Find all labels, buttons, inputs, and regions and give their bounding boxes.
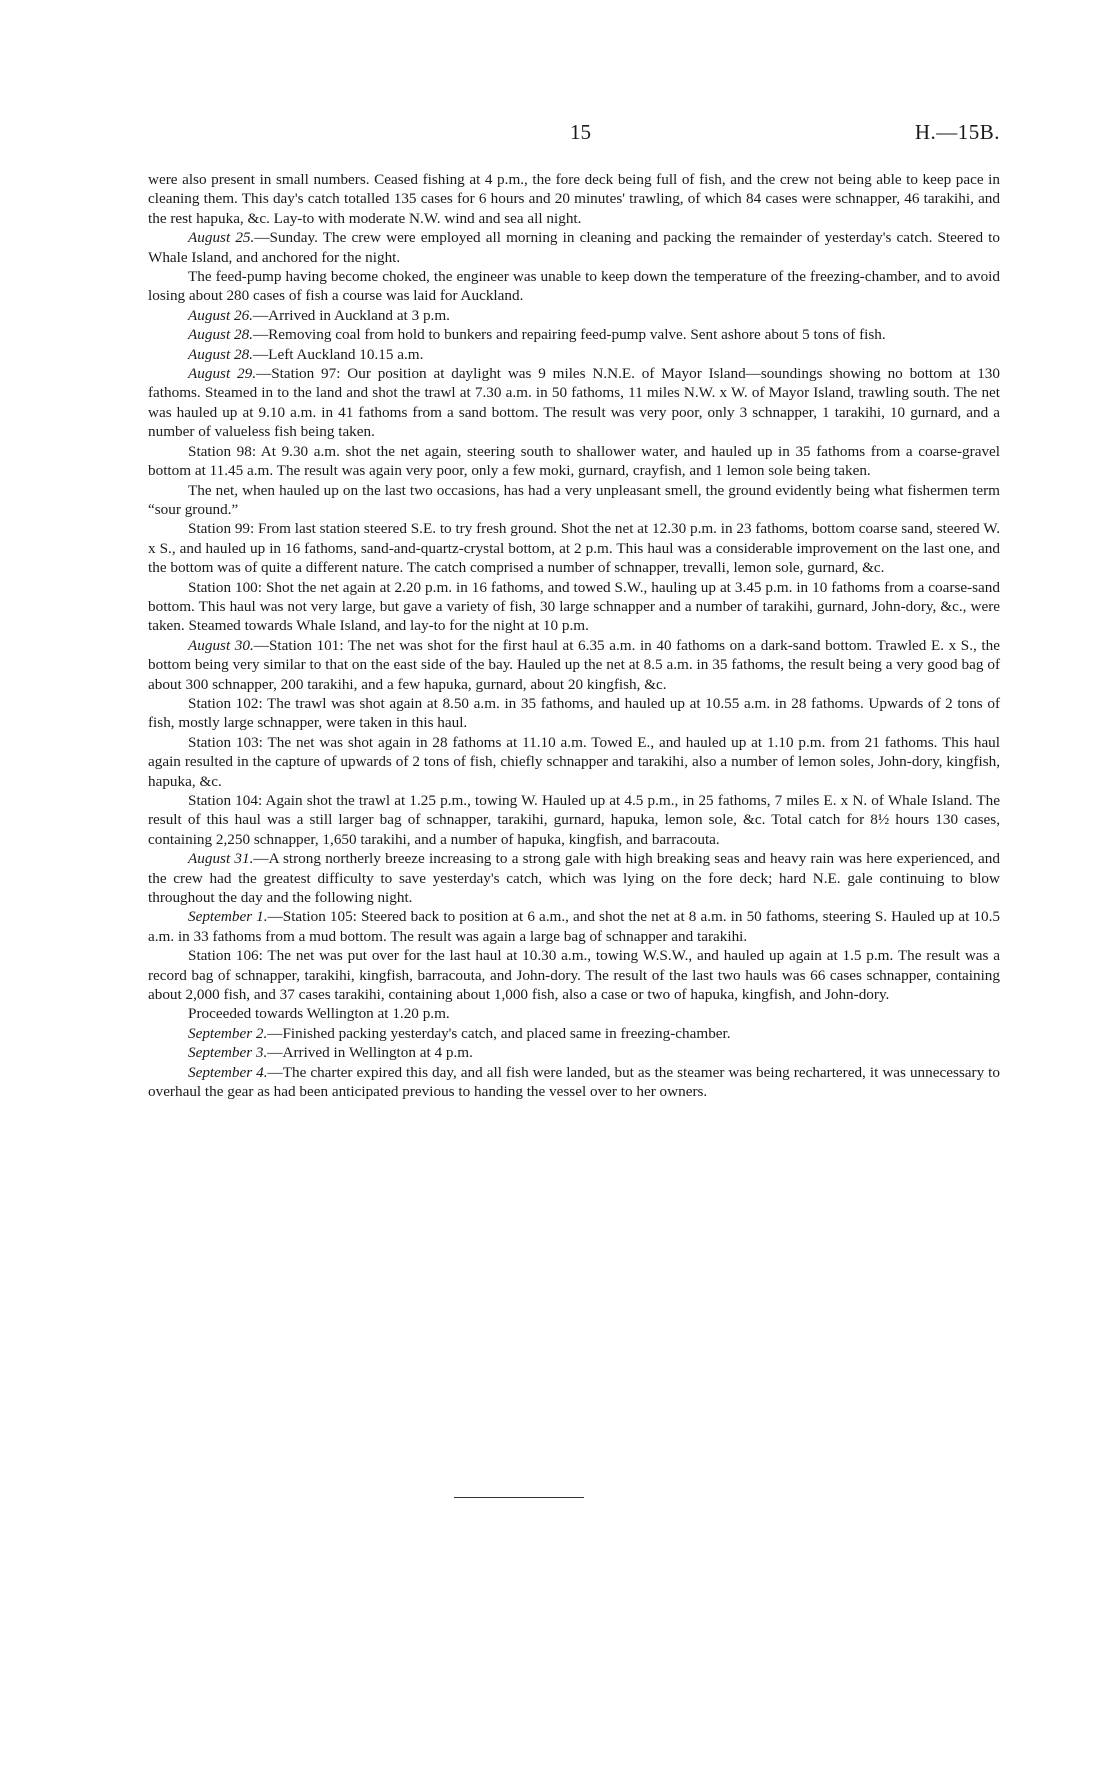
entry-date: August 28. [188, 345, 253, 363]
paragraph-text: —Arrived in Auckland at 3 p.m. [252, 306, 450, 324]
paragraph-text: Proceeded towards Wellington at 1.20 p.m. [188, 1005, 450, 1023]
paragraph-text: —Station 101: The net was shot for the first haul at 6.35 a.m. in 40 fathoms on a dark-sand bottom. Trawled E. x S., the bottom being very similar to that on the east side of the bay. Hauled up the net at 8.5 a.m. in 35 fathoms, the result being a very good bag of about 300 schnapper, 200 tarakihi, and a few hapuka, gurnard, about 20 kingfish, &c. [148, 636, 1000, 693]
paragraph [148, 1024, 1000, 1043]
entry-date: August 28. [188, 326, 253, 344]
paragraph [148, 325, 1000, 344]
paragraph [148, 442, 1000, 481]
paragraph-text: Station 100: Shot the net again at 2.20 p.m. in 16 fathoms, and towed S.W., hauling up at 3.45 p.m. in 10 fathoms from a coarse-sand bottom. This haul was not very large, but gave a variety of fish, 30 large schnapper and a number of tarakihi, gurnard, John-dory, &c., were taken. Steamed towards Whale Island, and lay-to for the night at 10 p.m. [148, 578, 1000, 635]
entry-date: September 1. [188, 908, 268, 926]
entry-date: August 31. [188, 850, 254, 868]
paragraph [148, 636, 1000, 694]
paragraph-text: —Finished packing yesterday's catch, and placed same in freezing-chamber. [267, 1024, 731, 1042]
paragraph [148, 791, 1000, 849]
paragraph-text: —The charter expired this day, and all fish were landed, but as the steamer was being rechartered, it was unnecessary to overhaul the gear as had been anticipated previous to handing the vessel over to her owners. [148, 1063, 1000, 1101]
paragraph [148, 733, 1000, 791]
paragraph-text: —A strong northerly breeze increasing to a strong gale with high breaking seas and heavy rain was here experienced, and the crew had the greatest difficulty to save yesterday's catch, which was lying on the fore deck; hard N.E. gale continuing to blow throughout the day and the following night. [148, 850, 1000, 907]
paragraph-text: —Station 97: Our position at daylight was 9 miles N.N.E. of Mayor Island—soundings showing no bottom at 130 fathoms. Steamed in to the land and shot the trawl at 7.30 a.m. in 50 fathoms, 11 miles N.W. x W. of Mayor Island, trawling south. The net was hauled up at 9.10 a.m. in 41 fathoms from a sand bottom. The result was very poor, only 3 schnapper, 1 tarakihi, 10 gurnard, and a number of valueless fish being taken. [148, 365, 1000, 441]
end-rule [454, 1497, 584, 1498]
paragraph [148, 364, 1000, 442]
paragraph [148, 345, 1000, 364]
paragraph [148, 1063, 1000, 1102]
entry-date: August 25. [188, 229, 255, 247]
entry-date: August 30. [188, 636, 254, 654]
page-header [148, 120, 1000, 150]
paragraph [148, 907, 1000, 946]
paragraph [148, 228, 1000, 267]
paragraph [148, 849, 1000, 907]
paragraph-text: —Station 105: Steered back to position at 6 a.m., and shot the net at 8 a.m. in 50 fathoms, steering S. Hauled up at 10.5 a.m. in 33 fathoms from a mud bottom. The result was again a large bag of schnapper and tarakihi. [148, 908, 1000, 945]
paragraph [148, 481, 1000, 520]
paragraph-text: were also present in small numbers. Ceased fishing at 4 p.m., the fore deck being full of fish, and the crew not being able to keep pace in cleaning them. This day's catch totalled 135 cases for 6 hours and 20 minutes' trawling, of which 84 cases were schnapper, 46 tarakihi, and the rest hapuka, &c. Lay-to with moderate N.W. wind and sea all night. [148, 171, 1000, 227]
paragraph [148, 306, 1000, 325]
paragraph [148, 170, 1000, 228]
paragraph-text: The net, when hauled up on the last two occasions, has had a very unpleasant smell, the ground evidently being what fishermen term “sour ground.” [148, 481, 1000, 518]
paragraph [148, 578, 1000, 636]
paragraph [148, 946, 1000, 1004]
entry-date: September 4. [188, 1063, 268, 1081]
paragraph-text: Station 106: The net was put over for the last haul at 10.30 a.m., towing W.S.W., and hauled up again at 1.5 p.m. The result was a record bag of schnapper, tarakihi, kingfish, barracouta, and John-dory. The result of the last two hauls was 66 cases schnapper, containing about 2,000 fish, and 37 cases tarakihi, containing about 1,000 fish, also a case or two of hapuka, kingfish, and John-dory. [148, 947, 1000, 1004]
entry-date: September 3. [188, 1044, 268, 1062]
paragraph-text: —Arrived in Wellington at 4 p.m. [267, 1044, 473, 1062]
entry-date: August 26. [188, 306, 253, 324]
paragraph-text: Station 99: From last station steered S.E. to try fresh ground. Shot the net at 12.30 p.m. in 23 fathoms, bottom coarse sand, steered W. x S., and hauled up in 16 fathoms, sand-and-quartz-crystal bottom, at 2 p.m. This haul was a considerable improvement on the last one, and the bottom was of quite a different nature. The catch comprised a number of schnapper, trevalli, lemon sole, gurnard, &c. [148, 520, 1000, 577]
paragraph-text: Station 103: The net was shot again in 28 fathoms at 11.10 a.m. Towed E., and hauled up at 1.10 p.m. from 21 fathoms. This haul again resulted in the capture of upwards of 2 tons of fish, chiefly schnapper and tarakihi, also a number of lemon soles, John-dory, kingfish, hapuka, &c. [148, 733, 1000, 790]
entry-date: September 2. [188, 1024, 268, 1042]
paragraph [148, 267, 1000, 306]
paragraph [148, 694, 1000, 733]
body-text [148, 170, 1000, 1102]
paragraph-text: —Sunday. The crew were employed all morning in cleaning and packing the remainder of yesterday's catch. Steered to Whale Island, and anchored for the night. [148, 229, 1000, 266]
paragraph [148, 1043, 1000, 1062]
paragraph [148, 519, 1000, 577]
paragraph-text: Station 104: Again shot the trawl at 1.25 p.m., towing W. Hauled up at 4.5 p.m., in 25 fathoms, 7 miles E. x N. of Whale Island. The result of this haul was a still larger bag of schnapper, tarakihi, gurnard, hapuka, lemon sole, &c. Total catch for 8½ hours 130 cases, containing 2,250 schnapper, 1,650 tarakihi, and a number of hapuka, kingfish, and barracouta. [148, 792, 1000, 848]
page-number: 15 [570, 120, 591, 144]
paragraph [148, 1004, 1000, 1023]
document-reference: H.—15B. [914, 120, 1000, 144]
paragraph-text: Station 102: The trawl was shot again at 8.50 a.m. in 35 fathoms, and hauled up at 10.55 a.m. in 28 fathoms. Upwards of 2 tons of fish, mostly large schnapper, were taken in this haul. [148, 694, 1000, 732]
paragraph-text: The feed-pump having become choked, the engineer was unable to keep down the temperature of the freezing-chamber, and to avoid losing about 280 cases of fish a course was laid for Auckland. [148, 268, 1000, 305]
entry-date: August 29. [188, 365, 256, 383]
paragraph-text: Station 98: At 9.30 a.m. shot the net again, steering south to shallower water, and hauled up in 35 fathoms from a coarse-gravel bottom at 11.45 a.m. The result was again very poor, only a few moki, gurnard, crayfish, and 1 lemon sole being taken. [148, 442, 1000, 480]
paragraph-text: —Left Auckland 10.15 a.m. [252, 345, 424, 363]
paragraph-text: —Removing coal from hold to bunkers and repairing feed-pump valve. Sent ashore about 5 tons of fish. [252, 326, 886, 344]
